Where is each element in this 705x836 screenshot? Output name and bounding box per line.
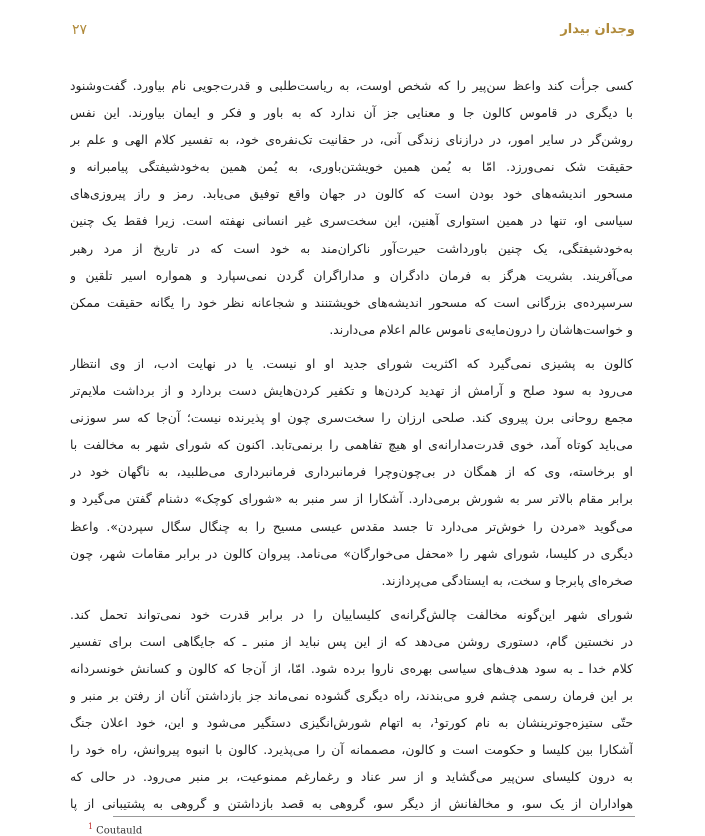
text-line: حتّی ستیزه‌جوترینشان به نام کورتو¹، به اتهام شورش‌انگیزی دستگیر می‌شود و این، خود اعلان جنگ (70, 715, 633, 731)
text-line: کالون به پشیزی نمی‌گیرد که اکثریت شورای جدید او او نیست. یا در نهایت ادب، از وی انتظار (70, 355, 633, 371)
text-line: روشن‌گر در سایر امور، در درازنای زندگی آنی، در حقانیت تک‌نفره‌ی خود، به تفسیر کلام الهی و علم بر (70, 132, 633, 148)
footnote-divider (113, 816, 635, 817)
text-line: هواداران از یک سو، و مخالفانش از دیگر سو، گروهی به قصد بازداشتن و گروهی به پشتیبانی از پا (70, 796, 633, 812)
text-line: با دیگری در قاموس کالون جا و معنایی جز آن ندارد که به باور و فکر و ایمان بیاورند. این نفس (70, 105, 633, 121)
text-line: می‌آفریند. بشریت هرگز به فرمان دادگران و مداراگران گردن نمی‌سپارد و همواره اسیر تلقین و (70, 267, 633, 283)
text-line: می‌گوید «مردن را خوش‌تر می‌دارد تا جسد مقدس عیسی مسیح را به چنگال سگال سپردن». واعظ (70, 518, 633, 534)
text-line: می‌باید کوتاه آمد، خوی قدرت‌مدارانه‌ی او هیچ تفاهمی را برنمی‌تابد. اکنون که شورای شهر به مخالفت با (70, 437, 633, 453)
text-line: به‌خودشیفتگی، یک چنین باورداشت حیرت‌آور ناکران‌مند به خود است که در تاریخ از مرد رهبر (70, 240, 633, 256)
text-line: او برخاسته، وی که از همگان در بی‌چون‌وچرا فرمانبرداری فرمانبرداری می‌طلبید، به ناگهان خود در (70, 464, 633, 480)
text-line: برابر مقام بالاتر سر به شورش برمی‌دارد. آشکارا از سر منبر به «شورای کوچک» دشنام گفتن می‌گیرد و (70, 491, 633, 507)
footnote-marker: 1 (88, 822, 94, 831)
paragraph-3 (70, 601, 633, 818)
body-text (70, 72, 633, 818)
book-title: وجدان بیدار (560, 22, 635, 37)
text-line: سرسپرده‌ی بزرگانی است که مسحور اندیشه‌های خویشتنند و شجاعانه نظر خود را یگانه حقیقت ممکن (70, 294, 633, 310)
paragraph-1 (70, 72, 633, 343)
text-line: کلام خدا ـ به سود هدف‌های سیاسی بهره‌ی ناروا برده شود. امّا، از آن‌جا که کالون و کسانش خونسردانه (70, 660, 633, 676)
text-line: مجمع روحانی برن پیروی کند. صلحی ارزان را سخت‌سری چون او پذیرنده نیست؛ آن‌جا که سر سوزنی (70, 410, 633, 426)
running-header (72, 22, 635, 44)
page-number: ۲۷ (72, 22, 88, 38)
text-line: شورای شهر این‌گونه مخالفت چالش‌گرانه‌ی کلیساییان را در برابر قدرت خود نمی‌تواند تحمل کند. (70, 606, 633, 622)
text-line: مسحور اندیشه‌های خود بودن است که کالون در جهان واقع توفیق می‌یابد. رمز و راز پیروزی‌های (70, 186, 633, 202)
text-line: سیاسی او، تنها در همین استواری آهنین، این سخت‌سری غیر انسانی نهفته است. زیرا فقط یک چنین (70, 213, 633, 229)
text-line: به درون کلیسای سن‌پیر می‌گشاید و از سر عناد و رغمارغم ممنوعیت، بر منبر می‌رود. در حالی که (70, 769, 633, 785)
text-line: دیگری در کلیسا، شورای شهر را «محفل می‌خوارگان» می‌نامد. پیروان کالون در برابر مقامات شهر، چون (70, 545, 633, 561)
paragraph-2 (70, 350, 633, 594)
text-line: می‌رود به سود صلح و آرامش از تهدید کردن‌ها و تکفیر کردن‌هایش دست بردارد و از برداشت ملایم‌تر (70, 383, 633, 399)
text-line: بر این فرمان رسمی چشم فرو می‌بندند، راه دیگری گشوده نمی‌ماند جز بازداشتن آنان از رفتن بر منبر و (70, 688, 633, 704)
text-line: صخره‌ای پابرجا و سخت، به ایستادگی می‌پردازند. (381, 572, 633, 588)
text-line: آشکارا بین کلیسا و حکومت است و کالون، مصممانه آن را می‌پذیرد. کالون با انبوه پیروانش، راه خود را (70, 742, 633, 758)
footnote (88, 822, 142, 836)
footnote-text: Coutauld (96, 825, 143, 836)
text-line: کسی جرأت کند واعظ سن‌پیر را که شخص اوست، به ریاست‌طلبی و قدرت‌جویی نام بیاورد. گفت‌وشنود (70, 78, 633, 93)
text-line: حقیقت شک نمی‌ورزد. امّا به یُمن همین خویشتن‌باوری، به یُمن همین به‌خودشیفتگی پیامبرانه و (70, 159, 633, 175)
text-line: در نخستین گام، دستوری روشن می‌دهد که از این پس نباید از منبر ـ که جایگاهی است برای تفسیر (70, 633, 633, 649)
text-line: و خواست‌هاشان را درون‌مایه‌ی ناموس عالم اعلام می‌دارند. (329, 321, 633, 337)
